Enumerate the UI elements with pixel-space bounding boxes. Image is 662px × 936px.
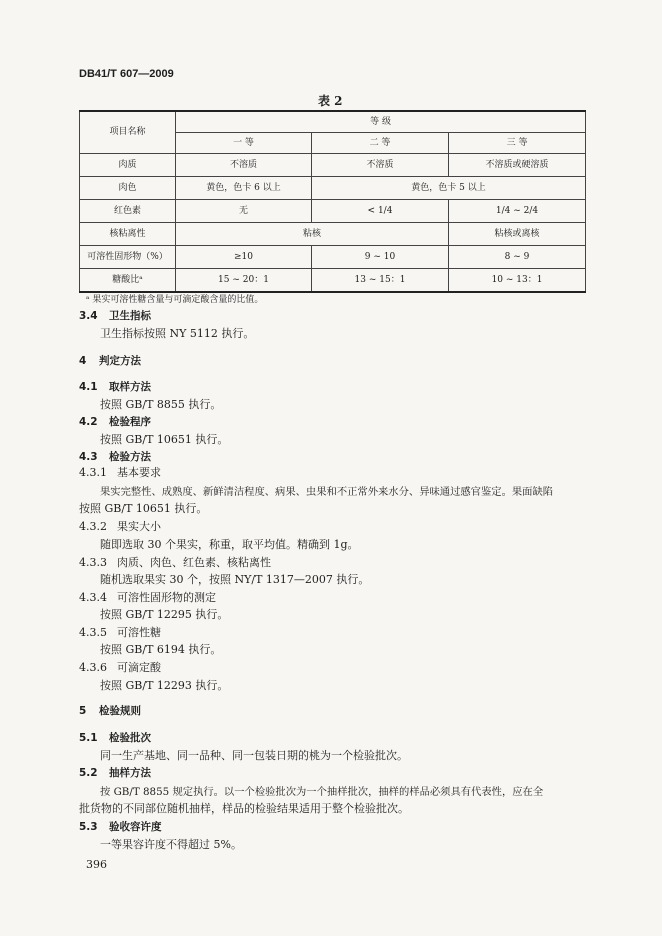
- table-footnote: ᵃ 果实可溶性糖含量与可滴定酸含量的比值。: [86, 295, 264, 305]
- table-row: [80, 177, 586, 200]
- section-heading-3-4: [79, 309, 151, 323]
- section-text: 果实完整性、成熟度、新鲜清洁程度、病果、虫果和不正常外来水分、异味通过感官鉴定。果面缺陷: [100, 486, 554, 498]
- section-title: 肉质、肉色、红色素、核粘离性: [117, 556, 271, 569]
- table-cell: 黄色，色卡 5 以上: [312, 177, 586, 200]
- section-heading-5-2: [79, 766, 151, 780]
- section-number: 4.3.1: [79, 466, 107, 479]
- section-number: 4.3.5: [79, 626, 107, 639]
- section-number: 4.3.3: [79, 556, 107, 569]
- row-label: 红色素: [80, 200, 176, 223]
- section-heading-4-1: [79, 380, 151, 394]
- section-heading-5-1: [79, 731, 151, 745]
- section-title: 可溶性糖: [117, 626, 161, 639]
- section-heading-4-3: [79, 450, 151, 464]
- table-cell: 不溶质: [312, 154, 449, 177]
- section-heading-5: [79, 704, 141, 718]
- section-number: 4.2: [79, 416, 98, 428]
- section-text: 随即选取 30 个果实，称重，取平均值。精确到 1g。: [100, 538, 359, 551]
- section-text: 按照 GB/T 12295 执行。: [100, 608, 229, 621]
- section-number: 3.4: [79, 310, 98, 322]
- section-text: 一等果容许度不得超过 5%。: [100, 838, 242, 851]
- section-text: 按 GB/T 8855 规定执行。以一个检验批次为一个抽样批次，抽样的样品必须具有代表性，应在全: [100, 786, 544, 798]
- section-title: 果实大小: [117, 520, 161, 533]
- col-header-grade-2: 二 等: [312, 133, 449, 154]
- section-number: 4.3.6: [79, 661, 107, 674]
- section-number: 5.1: [79, 732, 98, 744]
- section-text: 按照 GB/T 8855 执行。: [100, 398, 222, 411]
- row-label: 可溶性固形物（%）: [80, 246, 176, 269]
- table-row: [80, 154, 586, 177]
- table-cell: 不溶质: [176, 154, 312, 177]
- section-number: 4.3: [79, 451, 98, 463]
- section-text: 同一生产基地、同一品种、同一包装日期的桃为一个检验批次。: [100, 749, 408, 762]
- section-title: 判定方法: [99, 355, 141, 367]
- table-cell: ≥10: [176, 246, 312, 269]
- section-heading-5-3: [79, 820, 162, 834]
- section-heading-4-2: [79, 415, 151, 429]
- page-number: 396: [86, 858, 107, 871]
- section-title: 检验程序: [109, 416, 151, 428]
- row-label: 糖酸比ᵃ: [80, 269, 176, 293]
- table-cell: < 1/4: [312, 200, 449, 223]
- table-row: [80, 246, 586, 269]
- section-number: 5.2: [79, 767, 98, 779]
- table-row: [80, 223, 586, 246]
- section-text: 卫生指标按照 NY 5112 执行。: [100, 327, 255, 340]
- row-label: 肉质: [80, 154, 176, 177]
- section-title: 抽样方法: [109, 767, 151, 779]
- table-cell: 1/4 ~ 2/4: [449, 200, 586, 223]
- section-number: 4.1: [79, 381, 98, 393]
- table-cell: 13 ~ 15：1: [312, 269, 449, 293]
- table-cell: 无: [176, 200, 312, 223]
- section-text: 随机选取果实 30 个，按照 NY/T 1317—2007 执行。: [100, 573, 370, 586]
- section-heading-4-3-6: [79, 661, 161, 675]
- table-row: [80, 200, 586, 223]
- section-text: 按照 GB/T 6194 执行。: [100, 643, 222, 656]
- table-cell: 9 ~ 10: [312, 246, 449, 269]
- section-title: 检验方法: [109, 451, 151, 463]
- section-title: 可滴定酸: [117, 661, 161, 674]
- standard-code: DB41/T 607—2009: [79, 68, 174, 80]
- table-cell: 8 ~ 9: [449, 246, 586, 269]
- section-number: 4.3.4: [79, 591, 107, 604]
- section-text: 按照 GB/T 10651 执行。: [79, 502, 208, 515]
- section-title: 卫生指标: [109, 310, 151, 322]
- section-title: 验收容许度: [109, 821, 162, 833]
- table-cell: 粘核或离核: [449, 223, 586, 246]
- table-title: 表 2: [318, 94, 343, 108]
- section-number: 4: [79, 355, 87, 367]
- section-title: 基本要求: [117, 466, 161, 479]
- col-header-grade-group: 等 级: [176, 111, 586, 133]
- section-heading-4-3-5: [79, 626, 161, 640]
- section-number: 5: [79, 705, 87, 717]
- section-heading-4: [79, 354, 141, 368]
- section-heading-4-3-4: [79, 591, 216, 605]
- table-cell: 不溶质或硬溶质: [449, 154, 586, 177]
- table-row: [80, 269, 586, 293]
- row-label: 肉色: [80, 177, 176, 200]
- table-cell: 黄色，色卡 6 以上: [176, 177, 312, 200]
- grade-table: [79, 110, 586, 293]
- col-header-item: 项目名称: [80, 111, 176, 154]
- col-header-grade-1: 一 等: [176, 133, 312, 154]
- table-cell: 10 ~ 13：1: [449, 269, 586, 293]
- table-cell: 15 ~ 20：1: [176, 269, 312, 293]
- section-number: 4.3.2: [79, 520, 107, 533]
- section-heading-4-3-2: [79, 520, 161, 534]
- section-text: 按照 GB/T 10651 执行。: [100, 433, 229, 446]
- section-title: 可溶性固形物的测定: [117, 591, 216, 604]
- section-heading-4-3-3: [79, 556, 271, 570]
- section-title: 取样方法: [109, 381, 151, 393]
- section-text: 批货物的不同部位随机抽样，样品的检验结果适用于整个检验批次。: [79, 802, 409, 815]
- table-cell: 粘核: [176, 223, 449, 246]
- section-heading-4-3-1: [79, 466, 161, 480]
- col-header-grade-3: 三 等: [449, 133, 586, 154]
- section-title: 检验批次: [109, 732, 151, 744]
- section-title: 检验规则: [99, 705, 141, 717]
- section-number: 5.3: [79, 821, 98, 833]
- section-text: 按照 GB/T 12293 执行。: [100, 679, 229, 692]
- row-label: 核粘离性: [80, 223, 176, 246]
